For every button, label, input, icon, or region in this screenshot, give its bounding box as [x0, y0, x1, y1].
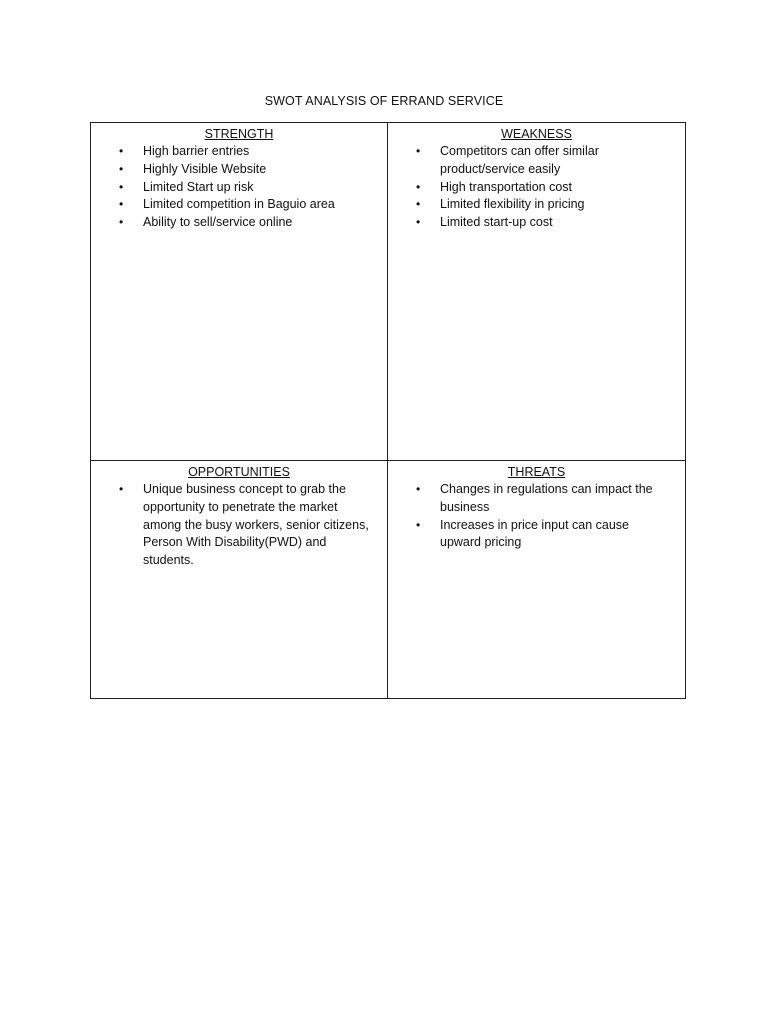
- bullet-icon: •: [416, 144, 421, 158]
- list-item: [396, 517, 677, 553]
- bullet-icon: •: [119, 144, 124, 158]
- bullet-icon: •: [416, 179, 421, 194]
- bullet-icon: •: [119, 482, 124, 496]
- list-item: [396, 214, 677, 232]
- list-item: [99, 214, 379, 232]
- list-item: [396, 481, 677, 517]
- bullet-icon: •: [119, 215, 124, 230]
- threats-cell: [388, 461, 686, 699]
- swot-table: [90, 122, 686, 699]
- list-item-text: High transportation cost: [440, 179, 573, 194]
- opportunities-cell: [91, 461, 388, 699]
- list-item-text: Limited flexibility in pricing: [440, 197, 585, 212]
- strength-list: [99, 143, 379, 232]
- bullet-icon: •: [416, 482, 421, 496]
- swot-row-bottom: [91, 461, 686, 699]
- list-item-text: Limited start-up cost: [440, 215, 553, 230]
- weakness-heading: WEAKNESS: [501, 127, 572, 141]
- bullet-icon: •: [416, 215, 421, 230]
- strength-cell: [91, 123, 388, 461]
- threats-heading: THREATS: [507, 465, 566, 479]
- list-item-text: Limited Start up risk: [143, 179, 254, 194]
- list-item-text: Competitors can offer similar product/service easily: [440, 144, 599, 176]
- opportunities-heading: OPPORTUNITIES: [188, 465, 290, 479]
- bullet-icon: •: [119, 197, 124, 212]
- bullet-icon: •: [119, 161, 124, 176]
- document-title: SWOT ANALYSIS OF ERRAND SERVICE: [264, 94, 504, 108]
- list-item: [99, 179, 379, 197]
- bullet-icon: •: [416, 197, 421, 212]
- swot-row-top: [91, 123, 686, 461]
- list-item: [99, 161, 379, 179]
- threats-list: [396, 481, 677, 552]
- list-item: [396, 143, 677, 179]
- list-item: [99, 196, 379, 214]
- list-item: [99, 143, 379, 161]
- weakness-list: [396, 143, 677, 232]
- strength-heading: STRENGTH: [204, 127, 274, 141]
- list-item-text: Limited competition in Baguio area: [143, 197, 335, 212]
- list-item-text: Highly Visible Website: [143, 161, 267, 176]
- bullet-icon: •: [119, 179, 124, 194]
- bullet-icon: •: [416, 517, 421, 532]
- list-item: [396, 179, 677, 197]
- list-item: [396, 196, 677, 214]
- list-item: [99, 481, 379, 570]
- list-item-text: High barrier entries: [143, 144, 250, 158]
- list-item-text: Ability to sell/service online: [143, 215, 293, 230]
- list-item-text: Increases in price input can cause upward pricing: [440, 517, 629, 550]
- list-item-text: Unique business concept to grab the opportunity to penetrate the market among the busy workers, senior citizens, Person With Disability(PWD) and students.: [143, 482, 369, 568]
- list-item-text: Changes in regulations can impact the business: [440, 482, 653, 514]
- opportunities-list: [99, 481, 379, 570]
- weakness-cell: [388, 123, 686, 461]
